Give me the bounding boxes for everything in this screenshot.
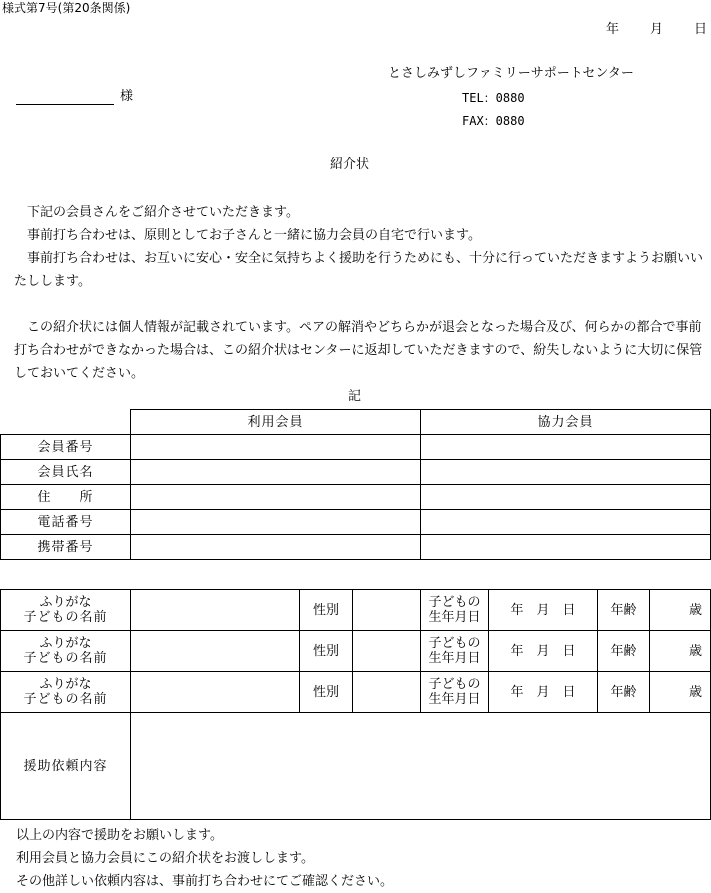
birth-date-field[interactable]: 年 月 日 <box>489 590 598 631</box>
request-label: 援助依頼内容 <box>1 713 131 820</box>
furigana-label: ふりがな <box>39 677 92 692</box>
row-label-address: 住 所 <box>1 485 131 510</box>
user-member-mobile-field[interactable] <box>131 535 421 560</box>
child-name-field[interactable] <box>131 672 300 713</box>
gender-label: 性別 <box>300 672 353 713</box>
child-row <box>1 590 711 631</box>
child-name-text: 子どもの名前 <box>23 610 108 625</box>
gender-field[interactable] <box>353 631 421 672</box>
user-member-phone-field[interactable] <box>131 510 421 535</box>
user-member-header: 利用会員 <box>131 410 421 435</box>
birth-label-line-2: 生年月日 <box>428 651 481 666</box>
table-row <box>1 435 711 460</box>
gender-label: 性別 <box>300 631 353 672</box>
row-label-member-name: 会員氏名 <box>1 460 131 485</box>
birth-label <box>421 590 489 631</box>
table-row <box>1 485 711 510</box>
table-row <box>1 510 711 535</box>
member-table-corner <box>1 410 131 435</box>
user-member-address-field[interactable] <box>131 485 421 510</box>
support-member-header: 協力会員 <box>421 410 711 435</box>
age-field[interactable]: 歳 <box>650 672 711 713</box>
form-number: 様式第7号(第20条関係) <box>2 1 131 15</box>
request-row <box>1 713 711 820</box>
footer-line-3: その他詳しい依頼内容は、事前打ち合わせにてご確認ください。 <box>16 874 394 889</box>
child-name-field[interactable] <box>131 590 300 631</box>
child-table <box>0 589 711 820</box>
member-table-header <box>1 410 711 435</box>
child-name-label <box>1 590 131 631</box>
age-label: 年齢 <box>598 672 650 713</box>
user-member-name-field[interactable] <box>131 460 421 485</box>
birth-date-field[interactable]: 年 月 日 <box>489 631 598 672</box>
fax-number: FAX：0880 <box>462 114 525 128</box>
child-name-label <box>1 672 131 713</box>
gender-field[interactable] <box>353 672 421 713</box>
birth-date-field[interactable]: 年 月 日 <box>489 672 598 713</box>
footer-line-1: 以上の内容で援助をお願いします。 <box>16 828 223 843</box>
footer-line-2: 利用会員と協力会員にこの紹介状をお渡しします。 <box>16 851 314 866</box>
child-name-field[interactable] <box>131 631 300 672</box>
age-field[interactable]: 歳 <box>650 631 711 672</box>
body-line-2: 事前打ち合わせは、原則としてお子さんと一緒に協力会員の自宅で行います。 <box>27 228 481 243</box>
user-member-number-field[interactable] <box>131 435 421 460</box>
addressee-suffix: 様 <box>120 89 134 104</box>
birth-label-line-1: 子どもの <box>428 595 481 610</box>
date-line <box>606 22 707 38</box>
row-label-mobile: 携帯番号 <box>1 535 131 560</box>
age-label: 年齢 <box>598 590 650 631</box>
child-name-text: 子どもの名前 <box>23 692 108 707</box>
child-name-label <box>1 631 131 672</box>
ki-marker: 記 <box>348 389 362 404</box>
member-table <box>0 409 711 560</box>
child-row <box>1 631 711 672</box>
birth-label-line-2: 生年月日 <box>428 692 481 707</box>
support-member-phone-field[interactable] <box>421 510 711 535</box>
addressee <box>16 89 133 105</box>
gender-field[interactable] <box>353 590 421 631</box>
support-member-name-field[interactable] <box>421 460 711 485</box>
table-row <box>1 460 711 485</box>
child-row <box>1 672 711 713</box>
birth-label <box>421 631 489 672</box>
support-member-address-field[interactable] <box>421 485 711 510</box>
age-field[interactable]: 歳 <box>650 590 711 631</box>
furigana-label: ふりがな <box>39 595 92 610</box>
request-content-field[interactable] <box>131 713 711 820</box>
addressee-blank <box>16 90 114 105</box>
child-name-text: 子どもの名前 <box>23 651 108 666</box>
document-title: 紹介状 <box>330 157 370 172</box>
date-day: 日 <box>694 22 708 37</box>
date-year: 年 <box>606 22 620 37</box>
row-label-phone: 電話番号 <box>1 510 131 535</box>
body-paragraph-1 <box>14 201 710 293</box>
age-label: 年齢 <box>598 631 650 672</box>
body-line-3: 事前打ち合わせは、お互いに安心・安全に気持ちよく援助を行うためにも、十分に行っていただきますようお願いいたしします。 <box>14 251 704 289</box>
body-line-1: 下記の会員さんをご紹介させていただきます。 <box>27 205 299 220</box>
organization-name: とさしみずしファミリーサポートセンター <box>388 66 634 81</box>
gender-label: 性別 <box>300 590 353 631</box>
birth-label-line-1: 子どもの <box>428 677 481 692</box>
row-label-member-number: 会員番号 <box>1 435 131 460</box>
birth-label <box>421 672 489 713</box>
body-paragraph-2: この紹介状には個人情報が記載されています。ペアの解消やどちらかが退会となった場合及び、何らかの都合で事前打ち合わせができなかった場合は、この紹介状はセンターに返却していただきますので、紛失しないように大切に保管しておいてください。 <box>14 320 703 381</box>
date-month: 月 <box>650 22 664 37</box>
furigana-label: ふりがな <box>39 636 92 651</box>
table-row <box>1 535 711 560</box>
birth-label-line-2: 生年月日 <box>428 610 481 625</box>
support-member-mobile-field[interactable] <box>421 535 711 560</box>
support-member-number-field[interactable] <box>421 435 711 460</box>
birth-label-line-1: 子どもの <box>428 636 481 651</box>
tel-number: TEL：0880 <box>462 91 525 105</box>
footer-notes <box>16 824 393 893</box>
